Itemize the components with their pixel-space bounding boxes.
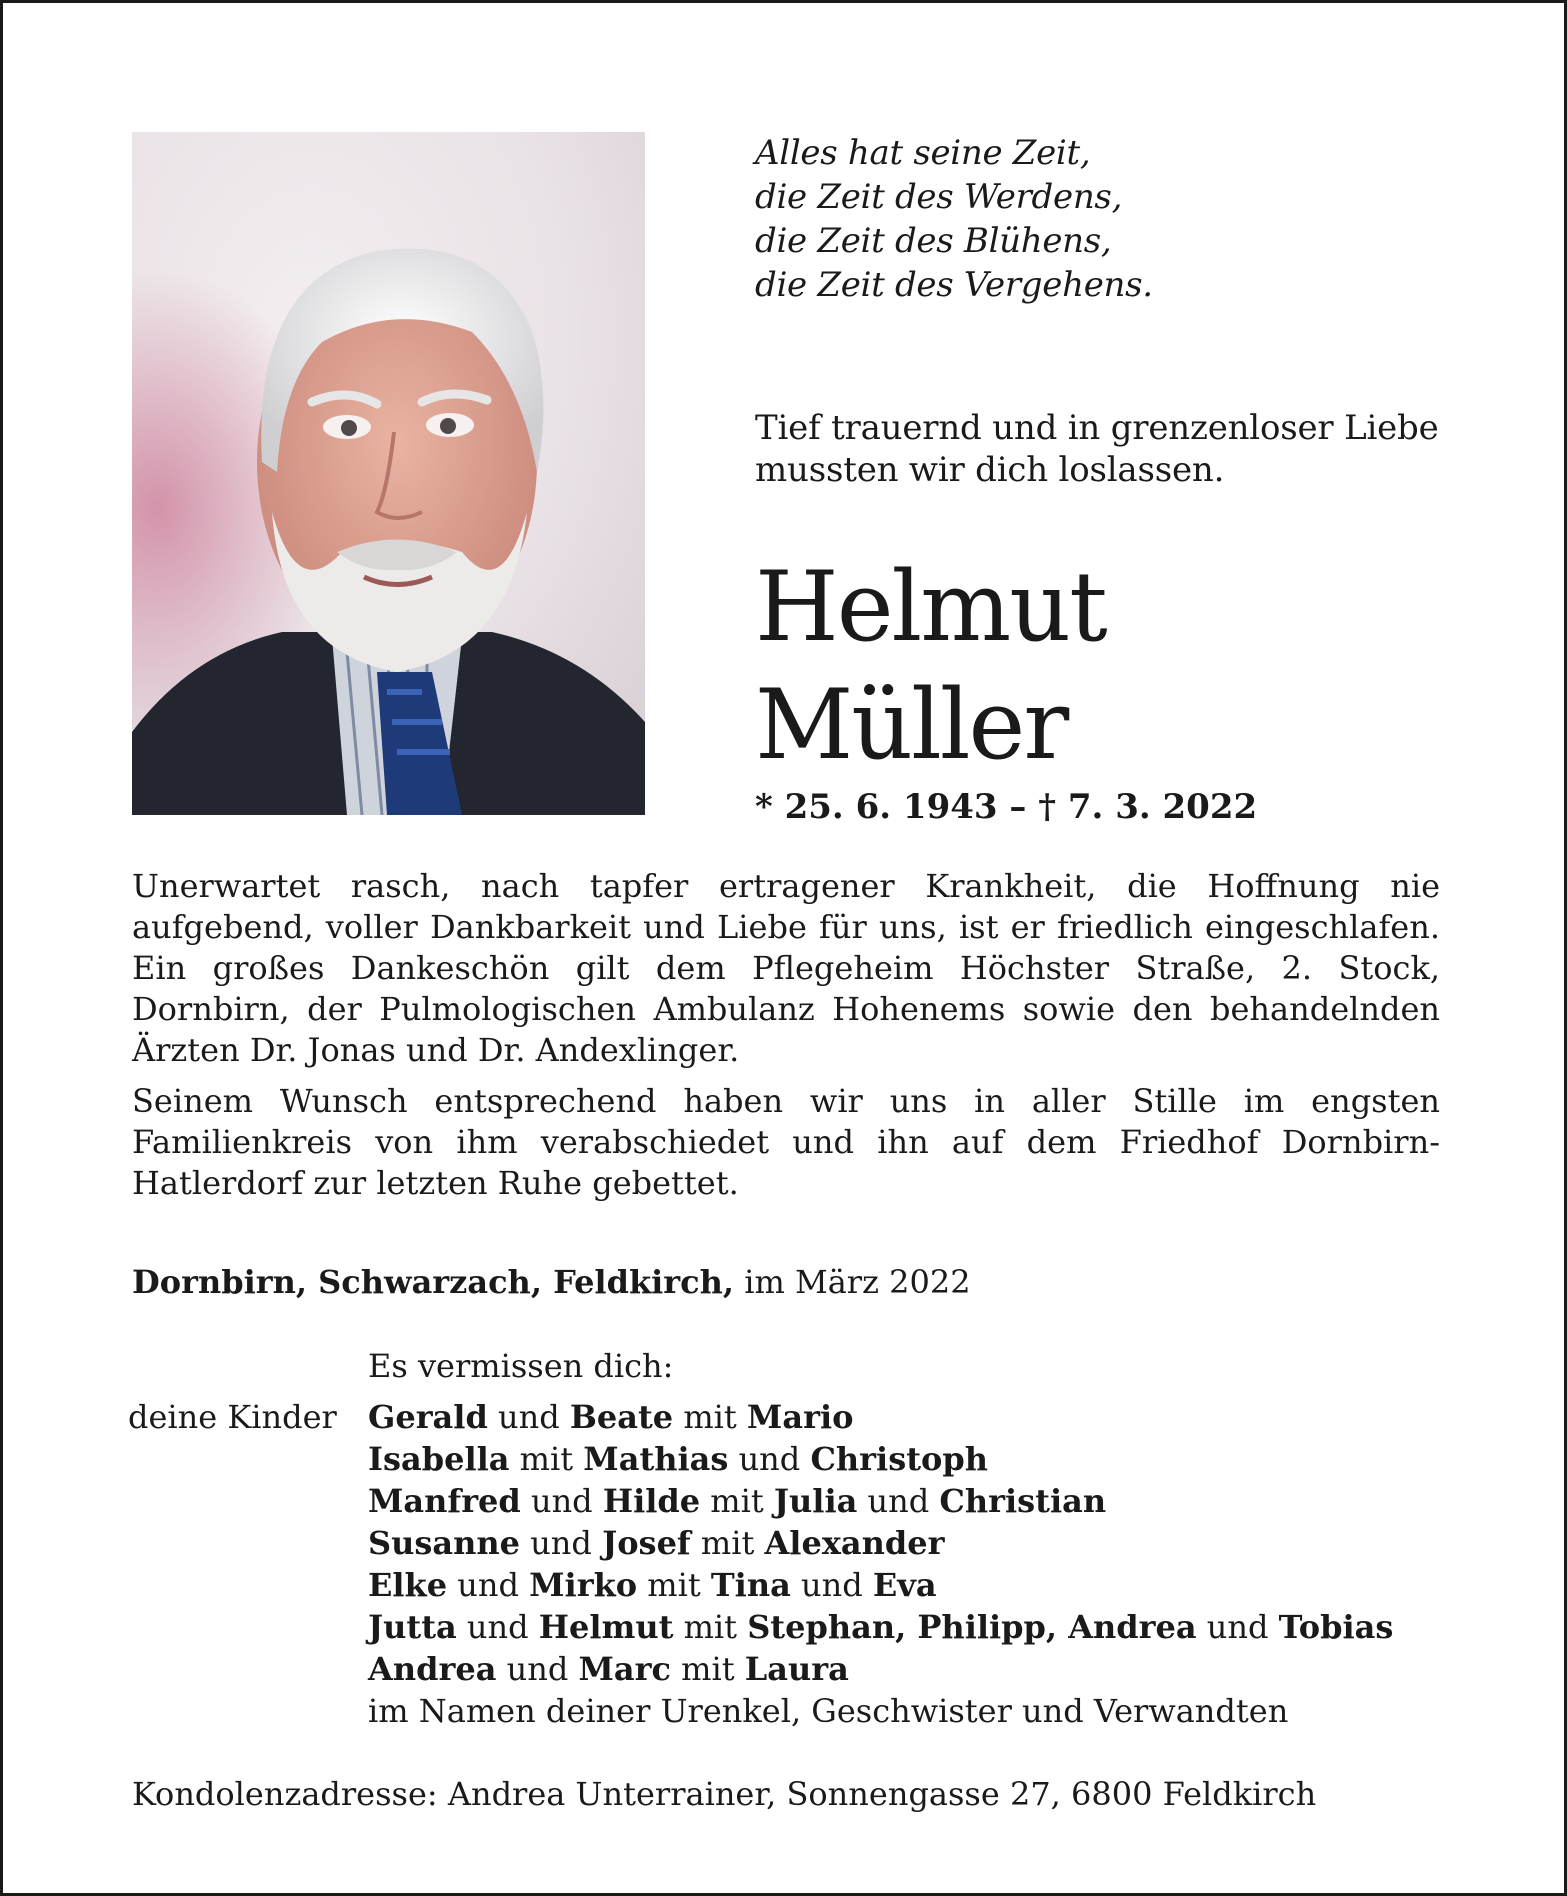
family-row	[368, 1564, 1393, 1606]
body-paragraph: Seinem Wunsch entsprechend haben wir uns in aller Stille im engsten Familienkreis von ihm verabschiedet und ihn auf dem Friedhof Dornbirn-Hatlerdorf zur letzten Ruhe gebettet.	[132, 1082, 1440, 1202]
family-connector: mit	[690, 1524, 765, 1562]
family-connector: mit	[670, 1650, 745, 1688]
family-member-name: Christoph	[810, 1440, 988, 1478]
motto-line: die Zeit des Werdens,	[755, 177, 1123, 217]
children-label: deine Kinder	[128, 1398, 337, 1436]
deceased-name	[755, 548, 1106, 784]
family-member-name: Susanne	[368, 1524, 521, 1562]
family-connector: und	[857, 1482, 940, 1520]
family-row	[368, 1480, 1393, 1522]
place-date: im März 2022	[744, 1263, 971, 1301]
family-member-name: Josef	[602, 1524, 691, 1562]
motto-poem	[755, 131, 1153, 307]
place-and-date	[132, 1261, 971, 1303]
motto-line: Alles hat seine Zeit,	[755, 133, 1091, 173]
portrait-illustration	[132, 132, 645, 815]
last-name: Müller	[755, 669, 1068, 781]
family-member-name: Manfred	[368, 1482, 521, 1520]
family-member-name: Helmut	[538, 1608, 674, 1646]
family-member-name: Andrea	[368, 1650, 497, 1688]
family-connector: und	[487, 1398, 570, 1436]
family-row	[368, 1522, 1393, 1564]
closing-line: im Namen deiner Urenkel, Geschwister und Verwandten	[368, 1692, 1289, 1730]
family-connector: und	[1196, 1608, 1279, 1646]
family-member-name: Julia	[773, 1482, 858, 1520]
portrait-photo	[132, 132, 645, 815]
obituary-body	[132, 866, 1440, 1214]
family-member-name: Stephan, Philipp, Andrea	[747, 1608, 1197, 1646]
family-member-name: Hilde	[602, 1482, 701, 1520]
place-towns: Dornbirn, Schwarzach, Feldkirch,	[132, 1263, 735, 1301]
family-connector: und	[790, 1566, 873, 1604]
family-connector: und	[520, 1524, 603, 1562]
mourners-heading: Es vermissen dich:	[368, 1347, 674, 1385]
body-paragraph: Unerwartet rasch, nach tapfer ertragener Krankheit, die Hoffnung nie aufgebend, voller Dankbarkeit und Liebe für uns, ist er friedlich eingeschlafen. Ein großes Dankeschön gilt dem Pflegeheim Höchster Straße, 2. Stock, Dornbirn, der Pulmologischen Ambulanz Hohenems sowie den behandelnden Ärzten Dr. Jonas und Dr. Andexlinger.	[132, 867, 1440, 1069]
family-member-name: Laura	[744, 1650, 849, 1688]
family-row	[368, 1648, 1393, 1690]
family-member-name: Beate	[569, 1398, 674, 1436]
motto-line: die Zeit des Blühens,	[755, 221, 1112, 261]
condolence-address: Kondolenzadresse: Andrea Unterrainer, Sonnengasse 27, 6800 Feldkirch	[132, 1775, 1317, 1813]
family-member-name: Gerald	[368, 1398, 488, 1436]
family-list	[368, 1396, 1393, 1690]
family-connector: mit	[673, 1608, 748, 1646]
family-member-name: Tobias	[1278, 1608, 1394, 1646]
family-connector: und	[447, 1566, 530, 1604]
family-member-name: Mirko	[529, 1566, 638, 1604]
family-connector: und	[728, 1440, 811, 1478]
family-member-name: Jutta	[368, 1608, 457, 1646]
family-connector: mit	[509, 1440, 584, 1478]
family-connector: und	[520, 1482, 603, 1520]
family-member-name: Mario	[746, 1398, 854, 1436]
family-member-name: Eva	[872, 1566, 937, 1604]
first-name: Helmut	[755, 551, 1106, 663]
family-member-name: Mathias	[583, 1440, 729, 1478]
intro-line: Tief trauernd und in grenzenloser Liebe	[755, 408, 1439, 448]
family-connector: mit	[637, 1566, 711, 1604]
family-row	[368, 1396, 1393, 1438]
life-dates: * 25. 6. 1943 – † 7. 3. 2022	[755, 787, 1258, 827]
family-member-name: Tina	[710, 1566, 791, 1604]
family-connector: mit	[700, 1482, 774, 1520]
family-member-name: Elke	[368, 1566, 448, 1604]
family-connector: und	[456, 1608, 539, 1646]
intro-text	[755, 407, 1439, 491]
family-member-name: Christian	[939, 1482, 1107, 1520]
family-row	[368, 1438, 1393, 1480]
family-member-name: Marc	[578, 1650, 671, 1688]
family-member-name: Isabella	[368, 1440, 510, 1478]
intro-line: mussten wir dich loslassen.	[755, 450, 1225, 490]
family-connector: mit	[673, 1398, 747, 1436]
family-member-name: Alexander	[764, 1524, 945, 1562]
family-connector: und	[496, 1650, 579, 1688]
motto-line: die Zeit des Vergehens.	[755, 265, 1153, 305]
family-row	[368, 1606, 1393, 1648]
